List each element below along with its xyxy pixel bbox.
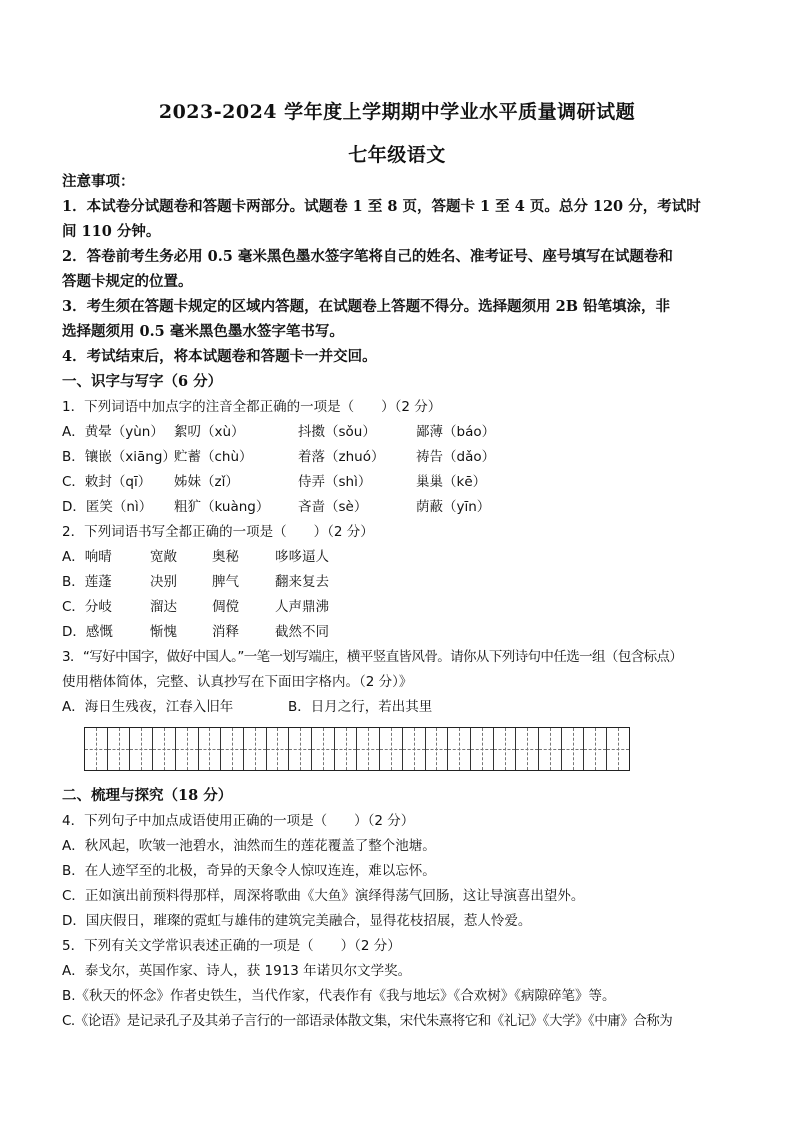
option-cell: 消释 (212, 624, 239, 640)
option-cell: 絮叨（xù） (174, 424, 245, 440)
option-cell: 脾气 (212, 574, 239, 590)
option-cell: B．莲蓬 (62, 574, 112, 590)
grid-cell[interactable] (244, 728, 267, 770)
option-cell: 人声鼎沸 (275, 599, 329, 615)
question-stem: 4．下列句子中加点成语使用正确的一项是（ ）（2 分） (62, 813, 415, 829)
question-stem: 5．下列有关文学常识表述正确的一项是（ ）（2 分） (62, 938, 401, 954)
option-line: D．国庆假日，璀璨的霓虹与雄伟的建筑完美融合，显得花枝招展，惹人怜爱。 (62, 913, 532, 929)
grid-cell[interactable] (221, 728, 244, 770)
option-row (62, 597, 329, 617)
option-cell: 姊妹（zǐ） (174, 474, 239, 490)
notice-heading: 注意事项： (62, 173, 135, 190)
option-row (62, 622, 329, 642)
option-line: B．在人迹罕至的北极，奇异的天象令人惊叹连连，难以忘怀。 (62, 863, 436, 879)
option-cell: 贮蓄（chù） (174, 449, 253, 465)
grid-cell[interactable] (562, 728, 585, 770)
grid-cell[interactable] (471, 728, 494, 770)
option-cell: A．黄晕（yùn） (62, 424, 164, 440)
option-cell: 吝啬（sè） (298, 499, 368, 515)
grid-cell[interactable] (426, 728, 449, 770)
grid-cell[interactable] (85, 728, 108, 770)
notice-line: 4．考试结束后，将本试题卷和答题卡一并交回。 (62, 348, 377, 365)
grid-cell[interactable] (176, 728, 199, 770)
tianzige-writing-grid[interactable] (84, 727, 630, 771)
grid-cell[interactable] (607, 728, 629, 770)
grid-cell[interactable] (516, 728, 539, 770)
option-row (62, 447, 495, 467)
notice-line: 1．本试卷分试题卷和答题卡两部分。试题卷 1 至 8 页，答题卡 1 至 4 页。总分 120 分，考试时 (62, 198, 701, 215)
grid-cell[interactable] (312, 728, 335, 770)
option-cell: A．海日生残夜，江春入旧年 (62, 699, 234, 715)
option-cell: 粗犷（kuàng） (174, 499, 270, 515)
option-cell: 祷告（dǎo） (416, 449, 496, 465)
notice-line: 选择题须用 0.5 毫米黑色墨水签字笔书写。 (62, 323, 344, 340)
grid-cell[interactable] (153, 728, 176, 770)
question-stem: 3．“写好中国字，做好中国人。”一笔一划写端庄，横平竖直皆风骨。请你从下列诗句中任选一组（包含标点） (62, 649, 683, 665)
question-stem: 1．下列词语中加点字的注音全都正确的一项是（ ）（2 分） (62, 399, 442, 415)
option-cell: 鄙薄（báo） (416, 424, 496, 440)
option-row (62, 547, 329, 567)
grid-cell[interactable] (448, 728, 471, 770)
option-row (62, 497, 490, 517)
option-cell: 荫蔽（yīn） (416, 499, 491, 515)
notice-line: 2．答卷前考生务必用 0.5 毫米黑色墨水签字笔将自己的姓名、准考证号、座号填写在试题卷和 (62, 248, 673, 265)
exam-title: 2023-2024 学年度上学期期中学业水平质量调研试题 (158, 101, 636, 123)
grid-cell[interactable] (267, 728, 290, 770)
option-cell: 决别 (150, 574, 177, 590)
option-cell: B．日月之行，若出其里 (288, 699, 433, 715)
option-cell: 截然不同 (275, 624, 329, 640)
option-line: A．秋风起，吹皱一池碧水，油然而生的莲花覆盖了整个池塘。 (62, 838, 436, 854)
option-line: B.《秋天的怀念》作者史铁生，当代作家，代表作有《我与地坛》《合欢树》《病隙碎笔》等。 (62, 988, 616, 1004)
option-cell: 翻来复去 (275, 574, 329, 590)
option-cell: 奥秘 (212, 549, 239, 565)
grid-cell[interactable] (130, 728, 153, 770)
notice-line: 答题卡规定的位置。 (62, 273, 193, 290)
grid-cell[interactable] (539, 728, 562, 770)
grid-cell[interactable] (335, 728, 358, 770)
question-stem: 使用楷体简体，完整、认真抄写在下面田字格内。（2 分）》 (62, 674, 413, 690)
grid-cell[interactable] (584, 728, 607, 770)
option-cell: 哆哆逼人 (275, 549, 329, 565)
option-row (62, 472, 486, 492)
option-cell: 溜达 (150, 599, 177, 615)
grid-cell[interactable] (380, 728, 403, 770)
option-row (62, 572, 329, 592)
option-cell: 倜傥 (212, 599, 239, 615)
section-heading: 一、识字与写字（6 分） (62, 373, 223, 390)
option-line: C.《论语》是记录孔子及其弟子言行的一部语录体散文集，宋代朱熹将它和《礼记》《大学》《中庸》合称为 (62, 1013, 673, 1029)
grid-cell[interactable] (108, 728, 131, 770)
exam-subtitle: 七年级语文 (348, 144, 446, 166)
option-cell: 着落（zhuó） (298, 449, 385, 465)
grid-cell[interactable] (494, 728, 517, 770)
option-row (62, 697, 432, 717)
grid-cell[interactable] (199, 728, 222, 770)
notice-line: 3．考生须在答题卡规定的区域内答题，在试题卷上答题不得分。选择题须用 2B 铅笔填涂，非 (62, 298, 671, 315)
question-stem: 2．下列词语书写全都正确的一项是（ ）（2 分） (62, 524, 374, 540)
option-cell: C．分岐 (62, 599, 112, 615)
grid-cell[interactable] (289, 728, 312, 770)
grid-cell[interactable] (403, 728, 426, 770)
option-cell: C．敕封（qī） (62, 474, 152, 490)
section-heading: 二、梳理与探究（18 分） (62, 787, 233, 804)
grid-cell[interactable] (357, 728, 380, 770)
option-cell: 侍弄（shì） (298, 474, 372, 490)
option-line: A．泰戈尔，英国作家、诗人，获 1913 年诺贝尔文学奖。 (62, 963, 412, 979)
option-row (62, 422, 495, 442)
option-cell: 宽敞 (150, 549, 177, 565)
notice-line: 间 110 分钟。 (62, 223, 161, 240)
option-cell: 抖擞（sǒu） (298, 424, 376, 440)
option-cell: B．镶嵌（xiāng） (62, 449, 176, 465)
option-cell: D．匿笑（nì） (62, 499, 153, 515)
option-cell: 惭愧 (150, 624, 177, 640)
option-cell: 巢巢（kē） (416, 474, 487, 490)
option-cell: A．响晴 (62, 549, 112, 565)
option-line: C．正如演出前预料得那样，周深将歌曲《大鱼》演绎得荡气回肠，这让导演喜出望外。 (62, 888, 585, 904)
option-cell: D．感慨 (62, 624, 113, 640)
